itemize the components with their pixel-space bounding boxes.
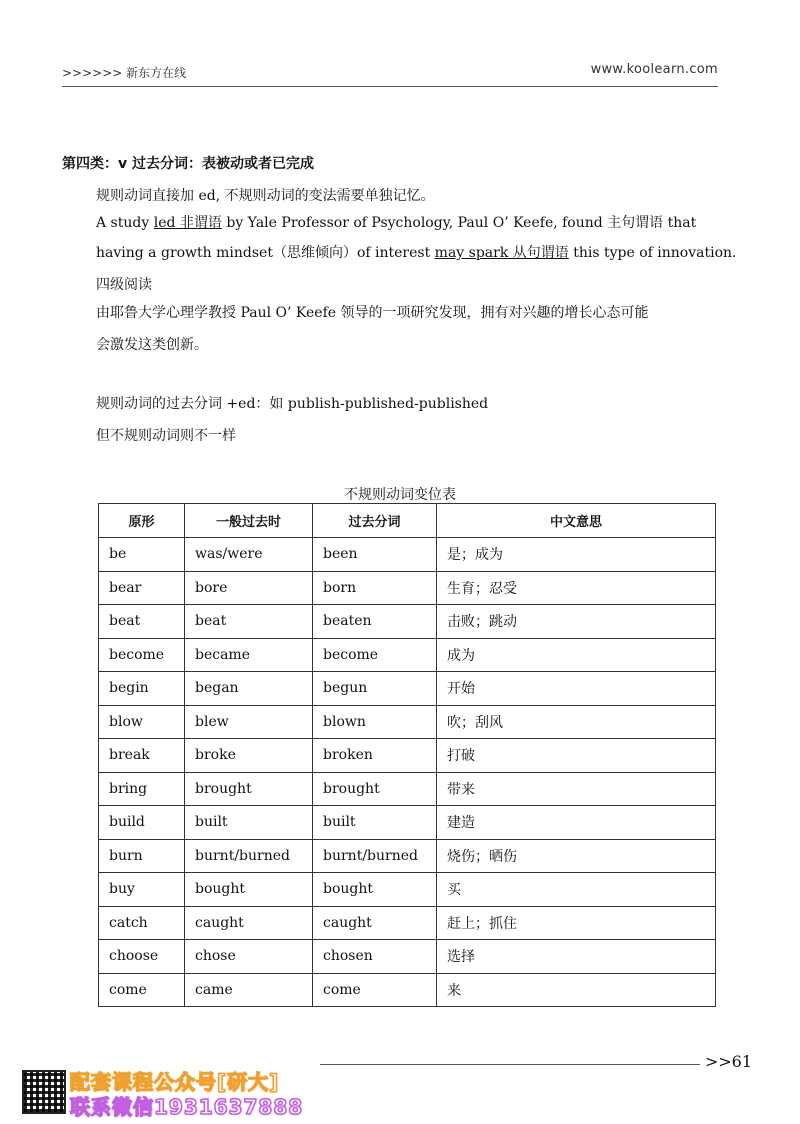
cell-base-form: burn — [99, 839, 185, 873]
table-row — [99, 839, 716, 873]
table-caption: 不规则动词变位表 — [344, 487, 456, 503]
header-url[interactable]: www.koolearn.com — [590, 62, 718, 77]
irregular-verbs-table — [98, 503, 716, 1007]
cell-meaning: 开始 — [437, 672, 716, 706]
page-header — [62, 58, 718, 87]
cell-meaning: 建造 — [437, 806, 716, 840]
cell-base-form: build — [99, 806, 185, 840]
cell-base-form: break — [99, 739, 185, 773]
cell-base-form: choose — [99, 940, 185, 974]
cell-past-participle: broken — [313, 739, 437, 773]
table-row — [99, 940, 716, 974]
example-underlined: may spark 从句谓语 — [434, 245, 569, 261]
header-past-tense: 一般过去时 — [185, 504, 313, 538]
table-row — [99, 705, 716, 739]
example-underlined: led 非谓语 — [153, 215, 222, 231]
cell-base-form: blow — [99, 705, 185, 739]
cell-past-tense: built — [185, 806, 313, 840]
cell-past-tense: broke — [185, 739, 313, 773]
cell-base-form: become — [99, 638, 185, 672]
cell-meaning: 成为 — [437, 638, 716, 672]
cell-meaning: 赶上；抓住 — [437, 906, 716, 940]
header-base-form: 原形 — [99, 504, 185, 538]
example-text: this type of innovation. — [568, 245, 737, 261]
qr-code — [22, 1070, 66, 1114]
table-row — [99, 605, 716, 639]
cell-meaning: 生育；忍受 — [437, 571, 716, 605]
cell-past-tense: began — [185, 672, 313, 706]
example-line-1 — [96, 212, 696, 232]
table-row — [99, 973, 716, 1007]
example-text: having a growth mindset（思维倾向）of interest — [96, 245, 435, 261]
cell-past-tense: beat — [185, 605, 313, 639]
footer-rule — [320, 1064, 700, 1065]
cell-past-tense: became — [185, 638, 313, 672]
example-text: A study — [96, 215, 154, 231]
cell-meaning: 烧伤；晒伤 — [437, 839, 716, 873]
cell-past-participle: bought — [313, 873, 437, 907]
example-line-2 — [96, 242, 737, 262]
table-row — [99, 806, 716, 840]
cell-past-participle: become — [313, 638, 437, 672]
translation-line-1: 由耶鲁大学心理学教授 Paul O’ Keefe 领导的一项研究发现，拥有对兴趣的增长心态可能 — [96, 305, 649, 321]
example-source: 四级阅读 — [96, 277, 152, 293]
cell-past-participle: born — [313, 571, 437, 605]
cell-meaning: 来 — [437, 973, 716, 1007]
cell-past-participle: burnt/burned — [313, 839, 437, 873]
cell-base-form: come — [99, 973, 185, 1007]
header-meaning: 中文意思 — [437, 504, 716, 538]
table-row — [99, 672, 716, 706]
cell-past-tense: burnt/burned — [185, 839, 313, 873]
cell-meaning: 打破 — [437, 739, 716, 773]
cell-past-participle: brought — [313, 772, 437, 806]
section-title: 第四类：v 过去分词：表被动或者已完成 — [62, 156, 314, 172]
table-row — [99, 538, 716, 572]
cell-base-form: be — [99, 538, 185, 572]
cell-meaning: 带来 — [437, 772, 716, 806]
table-row — [99, 873, 716, 907]
regular-note: 规则动词的过去分词 +ed：如 publish-published-published — [96, 396, 489, 412]
page-number: >>61 — [704, 1052, 752, 1071]
cell-base-form: bring — [99, 772, 185, 806]
cell-past-tense: blew — [185, 705, 313, 739]
cell-base-form: catch — [99, 906, 185, 940]
cell-past-participle: beaten — [313, 605, 437, 639]
irregular-note: 但不规则动词则不一样 — [96, 428, 236, 444]
cell-past-tense: bought — [185, 873, 313, 907]
cell-past-participle: built — [313, 806, 437, 840]
promo-line-1: 配套课程公众号[研大] — [70, 1070, 280, 1094]
cell-past-participle: been — [313, 538, 437, 572]
header-past-participle: 过去分词 — [313, 504, 437, 538]
rule-line: 规则动词直接加 ed, 不规则动词的变法需要单独记忆。 — [96, 188, 435, 204]
cell-past-participle: come — [313, 973, 437, 1007]
table-row — [99, 638, 716, 672]
cell-meaning: 选择 — [437, 940, 716, 974]
table-header-row — [99, 504, 716, 538]
cell-past-participle: caught — [313, 906, 437, 940]
table-row — [99, 906, 716, 940]
header-brand: >>>>>> 新东方在线 — [62, 66, 187, 80]
cell-past-tense: was/were — [185, 538, 313, 572]
cell-past-tense: caught — [185, 906, 313, 940]
cell-past-tense: brought — [185, 772, 313, 806]
cell-base-form: buy — [99, 873, 185, 907]
cell-meaning: 吹；刮风 — [437, 705, 716, 739]
translation-line-2: 会激发这类创新。 — [96, 337, 208, 353]
example-text: by Yale Professor of Psychology, Paul O’ Keefe, found 主句谓语 that — [221, 215, 697, 231]
cell-base-form: begin — [99, 672, 185, 706]
cell-base-form: beat — [99, 605, 185, 639]
table-row — [99, 772, 716, 806]
cell-base-form: bear — [99, 571, 185, 605]
table-row — [99, 571, 716, 605]
cell-meaning: 是；成为 — [437, 538, 716, 572]
cell-meaning: 买 — [437, 873, 716, 907]
table-row — [99, 739, 716, 773]
cell-past-tense: bore — [185, 571, 313, 605]
cell-past-participle: begun — [313, 672, 437, 706]
cell-past-participle: chosen — [313, 940, 437, 974]
promo-line-2: 联系微信1931637888 — [70, 1095, 304, 1119]
cell-meaning: 击败；跳动 — [437, 605, 716, 639]
cell-past-tense: chose — [185, 940, 313, 974]
cell-past-participle: blown — [313, 705, 437, 739]
cell-past-tense: came — [185, 973, 313, 1007]
